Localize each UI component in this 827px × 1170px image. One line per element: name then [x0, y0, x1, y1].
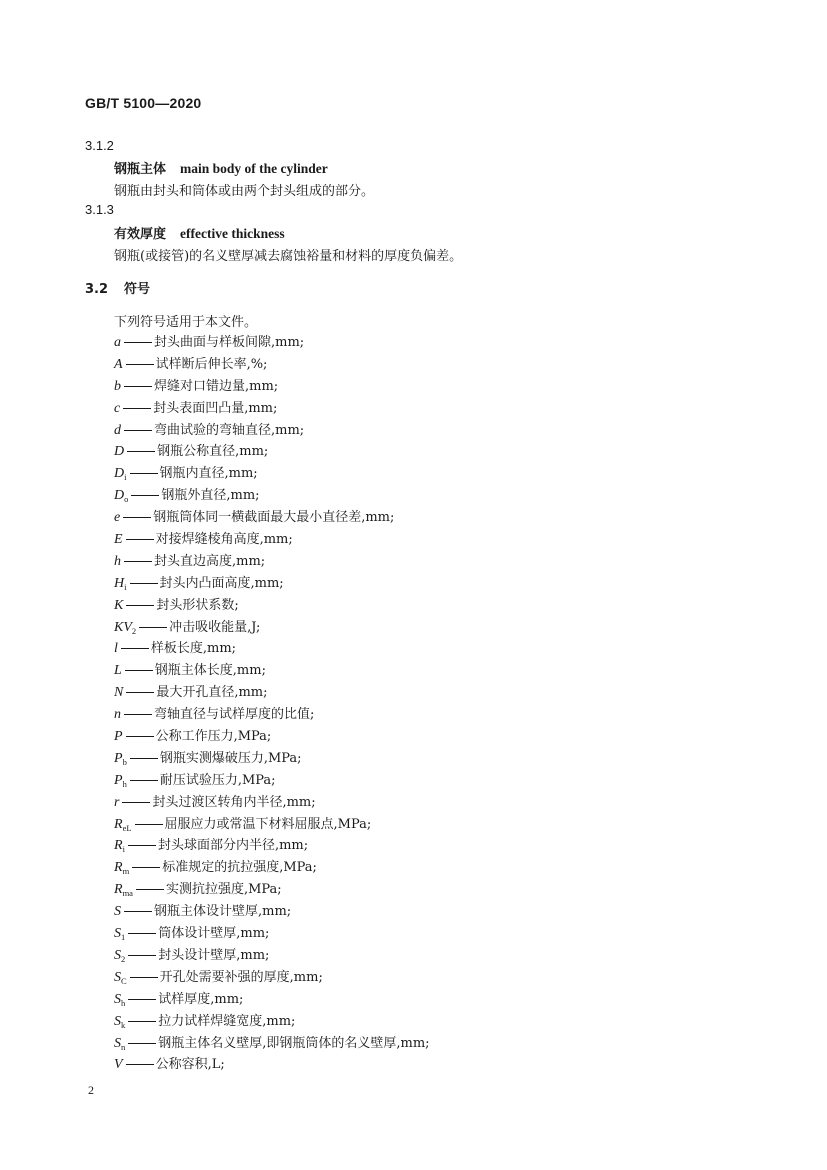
em-dash-separator	[126, 364, 154, 365]
em-dash-separator	[128, 933, 156, 934]
symbol-base: S	[114, 926, 121, 942]
symbol-name	[114, 904, 121, 919]
term-en: main body of the cylinder	[180, 161, 328, 176]
symbol-entry	[114, 529, 430, 551]
symbol-entry	[114, 573, 430, 595]
symbol-base: S	[114, 969, 121, 985]
symbol-entry	[114, 945, 430, 967]
symbol-entry	[114, 704, 430, 726]
symbol-name	[114, 926, 125, 941]
symbol-description: 样板长度,mm;	[150, 641, 237, 657]
symbol-description: 标准规定的抗拉强度,MPa;	[162, 860, 317, 876]
symbol-description: 拉力试样焊缝宽度,mm;	[158, 1013, 296, 1029]
symbol-name	[114, 379, 121, 394]
symbol-description: 钢瓶内直径,mm;	[159, 466, 258, 482]
em-dash-separator	[128, 1043, 156, 1044]
symbol-description: 冲击吸收能量,J;	[169, 619, 261, 635]
symbol-description: 钢瓶实测爆破压力,MPa;	[159, 750, 302, 766]
symbol-base: R	[114, 816, 123, 832]
symbol-base: A	[114, 356, 123, 372]
symbol-entry	[114, 901, 430, 923]
symbol-subscript: i	[124, 581, 127, 592]
symbol-base: R	[114, 882, 123, 898]
symbol-base: KV	[114, 619, 132, 635]
symbol-description: 最大开孔直径,mm;	[156, 685, 268, 701]
symbol-base: P	[114, 772, 123, 788]
symbol-entry	[114, 660, 430, 682]
symbol-entry	[114, 967, 430, 989]
em-dash-separator	[130, 758, 158, 759]
term-en: effective thickness	[180, 226, 285, 241]
section-heading-symbols	[85, 278, 150, 297]
em-dash-separator	[132, 867, 160, 868]
symbol-description: 封头形状系数;	[156, 597, 239, 613]
em-dash-separator	[124, 386, 152, 387]
symbol-name	[114, 620, 136, 635]
symbol-description: 封头设计壁厚,mm;	[158, 947, 270, 963]
em-dash-separator	[130, 583, 158, 584]
symbol-subscript: eL	[122, 822, 132, 833]
em-dash-separator	[121, 648, 149, 649]
symbol-base: H	[114, 575, 125, 591]
symbol-list	[114, 332, 430, 1076]
symbol-base: e	[114, 510, 121, 526]
symbol-base: D	[114, 488, 125, 504]
em-dash-separator	[131, 495, 159, 496]
em-dash-separator	[130, 780, 158, 781]
em-dash-separator	[123, 408, 151, 409]
symbol-base: K	[114, 597, 124, 613]
symbol-base: R	[114, 860, 123, 876]
symbol-subscript: i	[124, 472, 127, 483]
em-dash-separator	[126, 1064, 154, 1065]
section-number: 3.2	[85, 282, 109, 297]
symbol-subscript: k	[121, 1019, 126, 1030]
symbol-description: 封头直边高度,mm;	[154, 553, 266, 569]
symbol-description: 封头表面凹凸量,mm;	[153, 400, 278, 416]
symbol-name	[114, 641, 118, 656]
symbol-name	[114, 948, 125, 963]
em-dash-separator	[124, 430, 152, 431]
symbol-name	[114, 554, 121, 569]
symbol-subscript: h	[121, 997, 126, 1008]
symbol-entry	[114, 398, 430, 420]
symbol-name	[114, 882, 133, 897]
symbol-description: 屈服应力或常温下材料屈服点,MPa;	[164, 816, 372, 832]
symbol-name	[114, 401, 120, 416]
symbol-base: S	[114, 1013, 121, 1029]
clause-number-3-1-2: 3.1.2	[85, 138, 114, 153]
em-dash-separator	[128, 1021, 156, 1022]
symbol-base: n	[114, 707, 121, 723]
em-dash-separator	[139, 627, 167, 628]
symbol-entry	[114, 879, 430, 901]
symbol-name	[114, 1036, 125, 1051]
term-cn: 钢瓶主体	[114, 162, 167, 177]
symbol-description: 钢瓶主体长度,mm;	[154, 663, 266, 679]
term-effective-thickness	[114, 223, 285, 242]
symbol-description: 弯轴直径与试样厚度的比值;	[154, 707, 315, 723]
symbol-name	[114, 685, 123, 700]
symbol-entry	[114, 726, 430, 748]
symbol-name	[114, 663, 122, 678]
symbol-name	[114, 707, 121, 722]
symbol-name	[114, 598, 123, 613]
symbol-entry	[114, 1033, 430, 1055]
symbol-base: S	[114, 1035, 121, 1051]
symbol-subscript: o	[124, 494, 129, 505]
symbol-name	[114, 1014, 125, 1029]
symbol-base: h	[114, 553, 121, 569]
symbol-name	[114, 860, 129, 875]
symbol-description: 焊缝对口错边量,mm;	[154, 378, 279, 394]
symbol-description: 封头内凸面高度,mm;	[159, 575, 284, 591]
symbol-name	[114, 1057, 123, 1072]
em-dash-separator	[124, 714, 152, 715]
symbol-description: 封头球面部分内半径,mm;	[157, 838, 309, 854]
symbol-base: E	[114, 532, 123, 548]
symbol-base: P	[114, 750, 123, 766]
symbol-entry	[114, 989, 430, 1011]
em-dash-separator	[124, 911, 152, 912]
term-cn: 有效厚度	[114, 227, 167, 242]
definition-main-body: 钢瓶由封头和筒体或由两个封头组成的部分。	[114, 184, 375, 199]
symbol-name	[114, 510, 120, 525]
symbol-entry	[114, 835, 430, 857]
symbol-subscript: 2	[121, 953, 126, 964]
symbol-base: S	[114, 947, 121, 963]
symbol-name	[114, 838, 125, 853]
symbol-name	[114, 970, 127, 985]
section-title: 符号	[124, 282, 151, 297]
symbol-subscript: h	[122, 778, 127, 789]
em-dash-separator	[126, 605, 154, 606]
symbol-name	[114, 335, 121, 350]
symbol-base: P	[114, 729, 123, 745]
symbol-base: b	[114, 378, 121, 394]
symbol-description: 封头过渡区转角内半径,mm;	[152, 794, 316, 810]
symbol-entry	[114, 814, 430, 836]
section-intro: 下列符号适用于本文件。	[114, 315, 258, 330]
em-dash-separator	[135, 824, 163, 825]
symbol-entry	[114, 463, 430, 485]
symbol-base: S	[114, 991, 121, 1007]
symbol-name	[114, 576, 127, 591]
symbol-description: 钢瓶主体名义壁厚,即钢瓶筒体的名义壁厚,mm;	[158, 1035, 430, 1051]
em-dash-separator	[126, 539, 154, 540]
symbol-base: c	[114, 400, 121, 416]
term-main-body	[114, 158, 328, 177]
symbol-entry	[114, 748, 430, 770]
symbol-description: 钢瓶公称直径,mm;	[157, 444, 269, 460]
symbol-name	[114, 795, 119, 810]
em-dash-separator	[125, 670, 153, 671]
em-dash-separator	[128, 845, 156, 846]
symbol-description: 实测抗拉强度,MPa;	[165, 882, 282, 898]
symbol-name	[114, 773, 127, 788]
symbol-subscript: C	[121, 975, 127, 986]
symbol-name	[114, 488, 128, 503]
symbol-base: L	[114, 663, 122, 679]
symbol-name	[114, 729, 123, 744]
standard-code-header: GB/T 5100—2020	[85, 95, 202, 111]
symbol-name	[114, 466, 127, 481]
symbol-description: 试样断后伸长率,%;	[155, 356, 268, 372]
symbol-entry	[114, 376, 430, 398]
em-dash-separator	[128, 999, 156, 1000]
symbol-entry	[114, 507, 430, 529]
symbol-subscript: i	[122, 844, 125, 855]
symbol-entry	[114, 551, 430, 573]
symbol-description: 公称容积,L;	[155, 1057, 225, 1073]
symbol-base: D	[114, 444, 125, 460]
symbol-subscript: 1	[121, 932, 126, 943]
symbol-entry	[114, 1011, 430, 1033]
em-dash-separator	[124, 342, 152, 343]
symbol-entry	[114, 595, 430, 617]
symbol-entry	[114, 638, 430, 660]
em-dash-separator	[122, 802, 150, 803]
symbol-description: 开孔处需要补强的厚度,mm;	[159, 969, 323, 985]
symbol-entry	[114, 770, 430, 792]
em-dash-separator	[130, 473, 158, 474]
symbol-base: R	[114, 838, 123, 854]
em-dash-separator	[136, 889, 164, 890]
symbol-base: a	[114, 335, 121, 350]
symbol-base: D	[114, 466, 125, 482]
symbol-description: 钢瓶筒体同一横截面最大最小直径差,mm;	[153, 510, 395, 526]
symbol-name	[114, 423, 121, 438]
symbol-description: 筒体设计壁厚,mm;	[158, 926, 270, 942]
clause-number-3-1-3: 3.1.3	[85, 202, 114, 217]
symbol-entry	[114, 485, 430, 507]
symbol-entry	[114, 441, 430, 463]
symbol-subscript: m	[122, 866, 130, 877]
symbol-description: 试样厚度,mm;	[158, 991, 244, 1007]
em-dash-separator	[126, 692, 154, 693]
definition-effective-thickness: 钢瓶(或接管)的名义壁厚减去腐蚀裕量和材料的厚度负偏差。	[114, 249, 463, 264]
symbol-entry	[114, 332, 430, 354]
em-dash-separator	[127, 451, 155, 452]
symbol-description: 弯曲试验的弯轴直径,mm;	[154, 422, 305, 438]
symbol-entry	[114, 923, 430, 945]
em-dash-separator	[128, 955, 156, 956]
em-dash-separator	[124, 561, 152, 562]
symbol-description: 对接焊缝棱角高度,mm;	[155, 532, 293, 548]
symbol-description: 公称工作压力,MPa;	[155, 729, 272, 745]
symbol-entry	[114, 354, 430, 376]
symbol-entry	[114, 857, 430, 879]
symbol-entry	[114, 1054, 430, 1076]
symbol-base: l	[114, 641, 118, 657]
page-number: 2	[88, 1083, 94, 1097]
symbol-name	[114, 532, 123, 547]
symbol-base: d	[114, 422, 121, 438]
symbol-subscript: 2	[131, 625, 137, 636]
symbol-entry	[114, 682, 430, 704]
symbol-entry	[114, 420, 430, 442]
symbol-description: 封头曲面与样板间隙,mm;	[154, 335, 305, 350]
symbol-description: 耐压试验压力,MPa;	[159, 772, 276, 788]
symbol-name	[114, 444, 124, 459]
symbol-description: 钢瓶外直径,mm;	[161, 488, 260, 504]
symbol-base: V	[114, 1057, 123, 1073]
symbol-description: 钢瓶主体设计壁厚,mm;	[154, 904, 292, 920]
symbol-entry	[114, 617, 430, 639]
symbol-name	[114, 817, 132, 832]
symbol-base: N	[114, 685, 124, 701]
symbol-subscript: b	[122, 756, 127, 767]
em-dash-separator	[126, 736, 154, 737]
symbol-name	[114, 751, 127, 766]
em-dash-separator	[123, 517, 151, 518]
em-dash-separator	[130, 977, 158, 978]
symbol-base: S	[114, 904, 121, 920]
symbol-name	[114, 357, 123, 372]
symbol-base: r	[114, 794, 120, 810]
symbol-name	[114, 992, 125, 1007]
symbol-entry	[114, 792, 430, 814]
symbol-subscript: n	[121, 1041, 126, 1052]
symbol-subscript: ma	[122, 888, 133, 899]
